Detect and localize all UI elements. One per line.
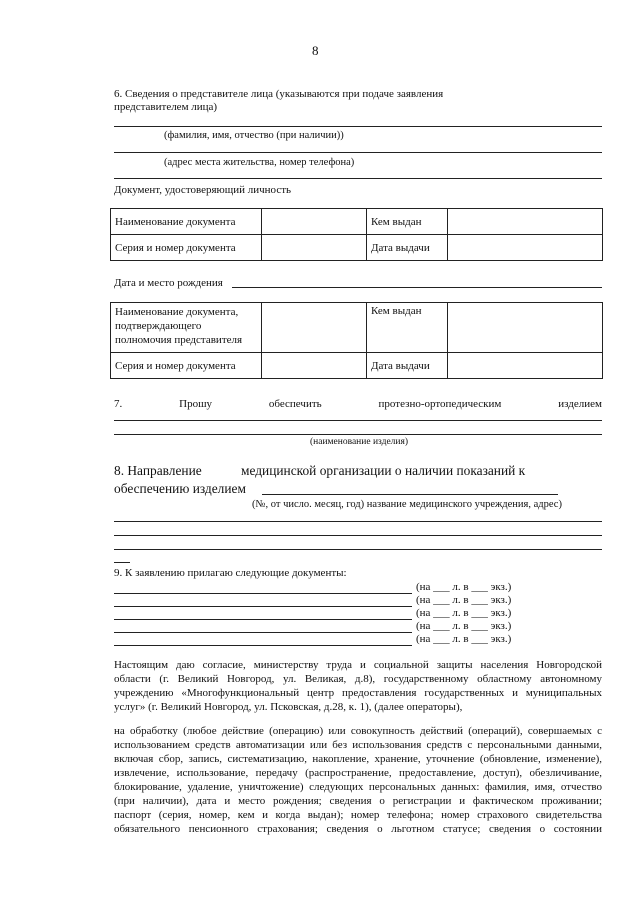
table-cell-series-label: Серия и номер документа (111, 235, 262, 261)
attachment-count: (на ___ л. в ___ экз.) (416, 581, 512, 593)
product-line-2[interactable] (114, 434, 602, 435)
table-cell-authority-issued-by-label: Кем выдан (367, 303, 448, 353)
table-cell-issued-by-value[interactable] (448, 209, 603, 235)
table-cell-issued-by-label: Кем выдан (367, 209, 448, 235)
table-cell-authority-series-label: Серия и номер документа (111, 353, 262, 379)
section6-title-line1: 6. Сведения о представителе лица (указываются при подаче заявления (114, 88, 444, 100)
table-cell-authority-doc-value[interactable] (262, 303, 367, 353)
referral-number-line[interactable] (262, 494, 558, 495)
authority-doc-label-line3: полномочия представителя (115, 334, 243, 346)
section7-word: Прошу (179, 398, 213, 410)
table-cell-authority-issue-date-label: Дата выдачи (367, 353, 448, 379)
section7-word: обеспечить (268, 398, 322, 410)
table-cell-authority-doc-label (111, 303, 262, 353)
attachment-line[interactable] (114, 606, 412, 607)
consent-line: услуг» (г. Великий Новгород, ул. Псковская, д.28, к. 1), (далее операторы), (114, 701, 463, 713)
product-caption: (наименование изделия) (310, 437, 409, 447)
table-cell-issue-date-label: Дата выдачи (367, 235, 448, 261)
page-number: 8 (312, 43, 319, 58)
representative-name-caption: (фамилия, имя, отчество (при наличии)) (164, 130, 344, 141)
representative-address-line[interactable] (114, 152, 602, 153)
authority-doc-label-line1: Наименование документа, (115, 306, 239, 318)
representative-address-caption: (адрес места жительства, номер телефона) (164, 157, 355, 168)
section8-line1-right: медицинской организации о наличии показаний к (241, 463, 526, 478)
attachment-line[interactable] (114, 645, 412, 646)
id-document-table (110, 208, 603, 261)
referral-line-2[interactable] (114, 535, 602, 536)
consent-line: использованием средств автоматизации или без использования средств с персональными данными, (114, 739, 602, 751)
id-document-label: Документ, удостоверяющий личность (114, 184, 292, 196)
consent-line: на обработку (любое действие (операцию) или совокупность действий (операций), совершаемых с (114, 725, 602, 737)
section7-word: изделием (558, 398, 602, 410)
authority-doc-label-line2: подтверждающего (115, 320, 202, 332)
attachment-line[interactable] (114, 619, 412, 620)
referral-line-1[interactable] (114, 521, 602, 522)
referral-line-short[interactable] (114, 562, 130, 563)
consent-line: блокирование, удаление, уничтожение) следующих персональных данных: фамилия, имя, отчество (114, 781, 602, 793)
table-cell-doc-name-value[interactable] (262, 209, 367, 235)
table-cell-authority-issue-date-value[interactable] (448, 353, 603, 379)
product-line-1[interactable] (114, 420, 602, 421)
consent-line: Настоящим даю согласие, министерству труда и социальной защиты населения Новгородской (114, 659, 602, 671)
attachment-count: (на ___ л. в ___ экз.) (416, 594, 512, 606)
birth-line[interactable] (232, 287, 602, 288)
attachment-count: (на ___ л. в ___ экз.) (416, 633, 512, 645)
representative-extra-line[interactable] (114, 178, 602, 179)
table-cell-issue-date-value[interactable] (448, 235, 603, 261)
attachment-count: (на ___ л. в ___ экз.) (416, 620, 512, 632)
section7-request (114, 398, 602, 410)
birth-label: Дата и место рождения (114, 277, 223, 289)
consent-line: извлечение, использование, передачу (распространение, предоставление, доступ), обезличивание, (114, 767, 602, 779)
attachment-line[interactable] (114, 632, 412, 633)
table-cell-series-value[interactable] (262, 235, 367, 261)
section7-word: протезно-ортопедическим (378, 398, 502, 410)
consent-line: (при наличии), дата и место рождения; сведения о регистрации и фактическом проживании; (114, 795, 602, 807)
consent-line: включая сбор, запись, систематизацию, накопление, хранение, уточнение (обновление, изменение), (114, 753, 602, 765)
representative-name-line[interactable] (114, 126, 602, 127)
authority-document-table (110, 302, 603, 379)
section6-title-line2: представителем лица) (114, 101, 218, 113)
section7-word: 7. (114, 398, 123, 410)
section8-line2: обеспечению изделием (114, 481, 246, 496)
section8-line1-left: 8. Направление (114, 463, 202, 478)
consent-line: обязательного пенсионного страхования; сведения о льготном статусе; сведения о состоянии (114, 823, 602, 835)
consent-line: паспорт (серия, номер, кем и когда выдан); номер телефона; номер страхового свидетельства (114, 809, 602, 821)
consent-line: области (г. Великий Новгород, ул. Великая, д.8), государственному областному автономному (114, 673, 602, 685)
referral-caption: (№, от число. месяц, год) название медицинского учреждения, адрес) (252, 499, 562, 510)
table-cell-authority-series-value[interactable] (262, 353, 367, 379)
table-cell-doc-name-label: Наименование документа (111, 209, 262, 235)
attachment-count: (на ___ л. в ___ экз.) (416, 607, 512, 619)
section9-title: 9. К заявлению прилагаю следующие документы: (114, 567, 347, 579)
consent-line: учреждению «Многофункциональный центр предоставления государственных и муниципальных (114, 687, 602, 699)
attachment-line[interactable] (114, 593, 412, 594)
table-cell-authority-issued-by-value[interactable] (448, 303, 603, 353)
referral-line-3[interactable] (114, 549, 602, 550)
